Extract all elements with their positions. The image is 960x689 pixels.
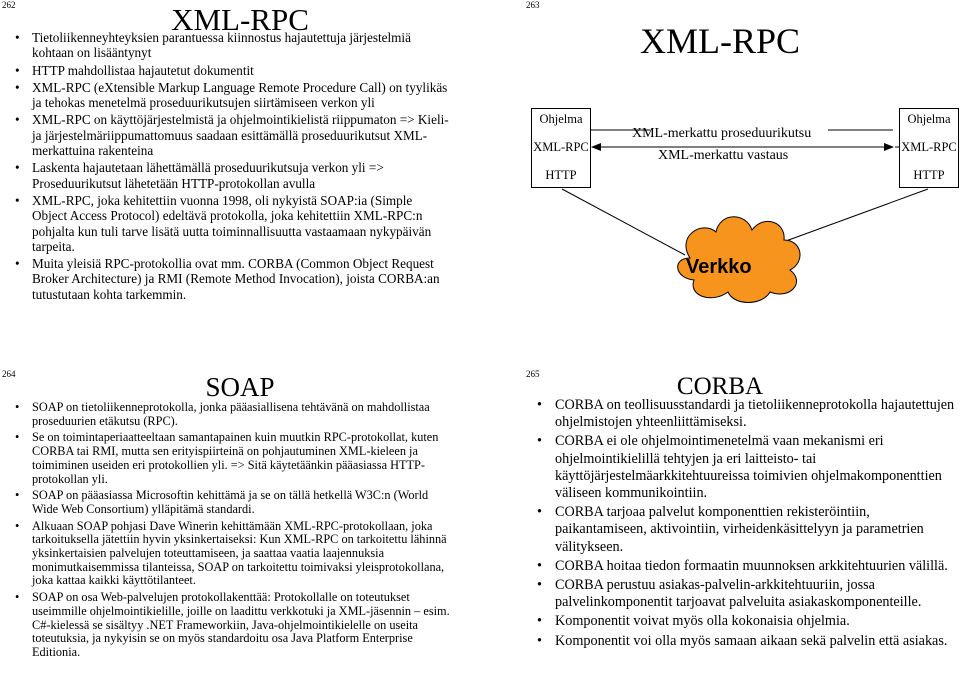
network-link-right [775,189,928,245]
slide-corba [480,345,960,689]
bullet-item: • Se on toimintaperiaatteeltaan samantapainen kuin muutkin RPC-protokollat, kuten CORBA tai RMI, mutta sen erityispiirteinä on pohjautuminen XML-kieleen ja toimiminen useiden eri protokollien yli. => Sitä käytetäänkin pääasiassa HTTP-protokollan yli. [10,431,450,486]
slide-xml-rpc-text [0,0,480,344]
slide-soap [0,345,480,689]
bullet-item: • SOAP on tietoliikenneprotokolla, jonka pääasiallisena tehtävänä on mahdollistaa proseduurien etäkutsu (RPC). [10,401,450,428]
slide-title: CORBA [676,373,764,400]
bullet-item: • Muita yleisiä RPC-protokollia ovat mm. CORBA (Common Object Request Broker Architecture) ja RMI (Remote Method Invocation), joista CORBA:an tutustutaan kohta tarkemmin. [10,256,450,302]
bullet-item: • HTTP mahdollistaa hajautetut dokumentit [10,63,450,78]
slide-title: XML-RPC [171,2,309,37]
bullet-item: • SOAP on pääasiassa Microsoftin kehittämä ja se on tällä hetkellä W3C:n (World Wide Web Consortium) ylläpitämä standardi. [10,489,450,516]
network-link-left [562,189,685,255]
page-number: 265 [526,369,540,379]
bullet-item: • Tietoliikenneyhteyksien parantuessa kiinnostus hajautettuja järjestelmiä kohtaan on lisääntynyt [10,30,450,61]
page-number: 264 [2,369,16,379]
bullet-item: • XML-RPC, joka kehitettiin vuonna 1998, oli nykyistä SOAP:ia (Simple Object Access Protocol) edeltävä protokolla, joka kehitettiin XML-RPC:n pohjalta kun tuli tarve lisätä uutta toiminnallisuutta vastaamaan nykypäivän tarpeita. [10,193,450,254]
bullet-item: • Komponentit voivat myös olla kokonaisia ohjelmia. [535,613,955,630]
bullet-item: • CORBA on teollisuusstandardi ja tietoliikenneprotokolla hajautettujen ohjelmistojen yhteenliittämiseksi. [535,397,955,431]
box-label: Ohjelma [539,112,583,126]
bullet-item: • CORBA tarjoaa palvelut komponenttien rekisteröintiin, paikantamiseen, aktivointiin, virheidenkäsittelyyn ja parametrien välitykseen. [535,504,955,556]
response-label: XML-merkattu vastaus [658,148,789,163]
bullet-item: • XML-RPC (eXtensible Markup Language Remote Procedure Call) on tyylikäs ja tehokas menetelmä proseduurikutsujen siirtämiseen verkon yli [10,80,450,111]
bullet-item: • Alkuaan SOAP pohjasi Dave Winerin kehittämään XML-RPC-protokollaan, joka tarkoituksella jätettiin hyvin yksinkertaiseksi: Kun XML-RPC on tarkoitettu lähinnä yksinkertaisien palvelujen toteuttamiseen, ja saattaa vaatia laajennuksia monimutkaisemmissa tilanteissa, SOAP on tarkoitettu toimivaksi yleisprotokollana, joka kattaa kaikki käyttötilanteet. [10,520,450,589]
bullet-item: • Laskenta hajautetaan lähettämällä proseduurikutsuja verkon yli => Proseduurikutsut lähetetään HTTP-protokollan avulla [10,160,450,191]
page-number: 263 [526,0,540,10]
box-label: XML-RPC [901,140,957,154]
left-program-box [531,108,591,188]
bullet-list [10,30,450,304]
right-program-box [899,108,959,188]
box-label: HTTP [913,168,945,182]
bullet-item: • SOAP on osa Web-palvelujen protokollakenttää: Protokollalle on toteutukset useimmille ohjelmointikielille, joille on laadittu verkkotuki ja XML-jäsennin – esim. C#-kielessä se sisältyy .NET Frameworkiin, Java-ohjelmointikielelle on useita toteutuksia, ja nykyisin se on myös standardoitu osa Java Platform Enterprise Editionia. [10,591,450,660]
bullet-item: • CORBA perustuu asiakas-palvelin-arkkitehtuuriin, jossa palvelinkomponentit tarjoavat palveluita asiakaskomponenteille. [535,577,955,611]
request-label: XML-merkattu proseduurikutsu [632,126,812,141]
bullet-item: • CORBA ei ole ohjelmointimenetelmä vaan mekanismi eri ohjelmointikielillä tehtyjen ja eri laitteisto- tai käyttöjärjestelmäarkkitehtuureissa toimivien ohjelmakomponenttien väliseen kommunikointiin. [535,433,955,502]
bullet-list [10,401,450,663]
cloud-label: Verkko [686,256,752,278]
slide-title: XML-RPC [639,21,801,61]
page-number: 262 [2,0,16,10]
bullet-item: • CORBA hoitaa tiedon formaatin muunnoksen arkkitehtuurien välillä. [535,558,955,575]
slide-title: SOAP [205,372,275,402]
slide-xml-rpc-diagram [480,0,960,344]
box-label: Ohjelma [907,112,951,126]
box-label: HTTP [545,168,577,182]
bullet-item: • XML-RPC on käyttöjärjestelmistä ja ohjelmointikielistä riippumaton => Kieli- ja järjestelmäriippumattomuus saadaan esittämällä proseduurikutsut XML-merkattuina rakenteina [10,112,450,158]
box-label: XML-RPC [533,140,589,154]
bullet-item: • Komponentit voi olla myös samaan aikaan sekä palvelin että asiakas. [535,633,955,650]
bullet-list [535,397,955,652]
